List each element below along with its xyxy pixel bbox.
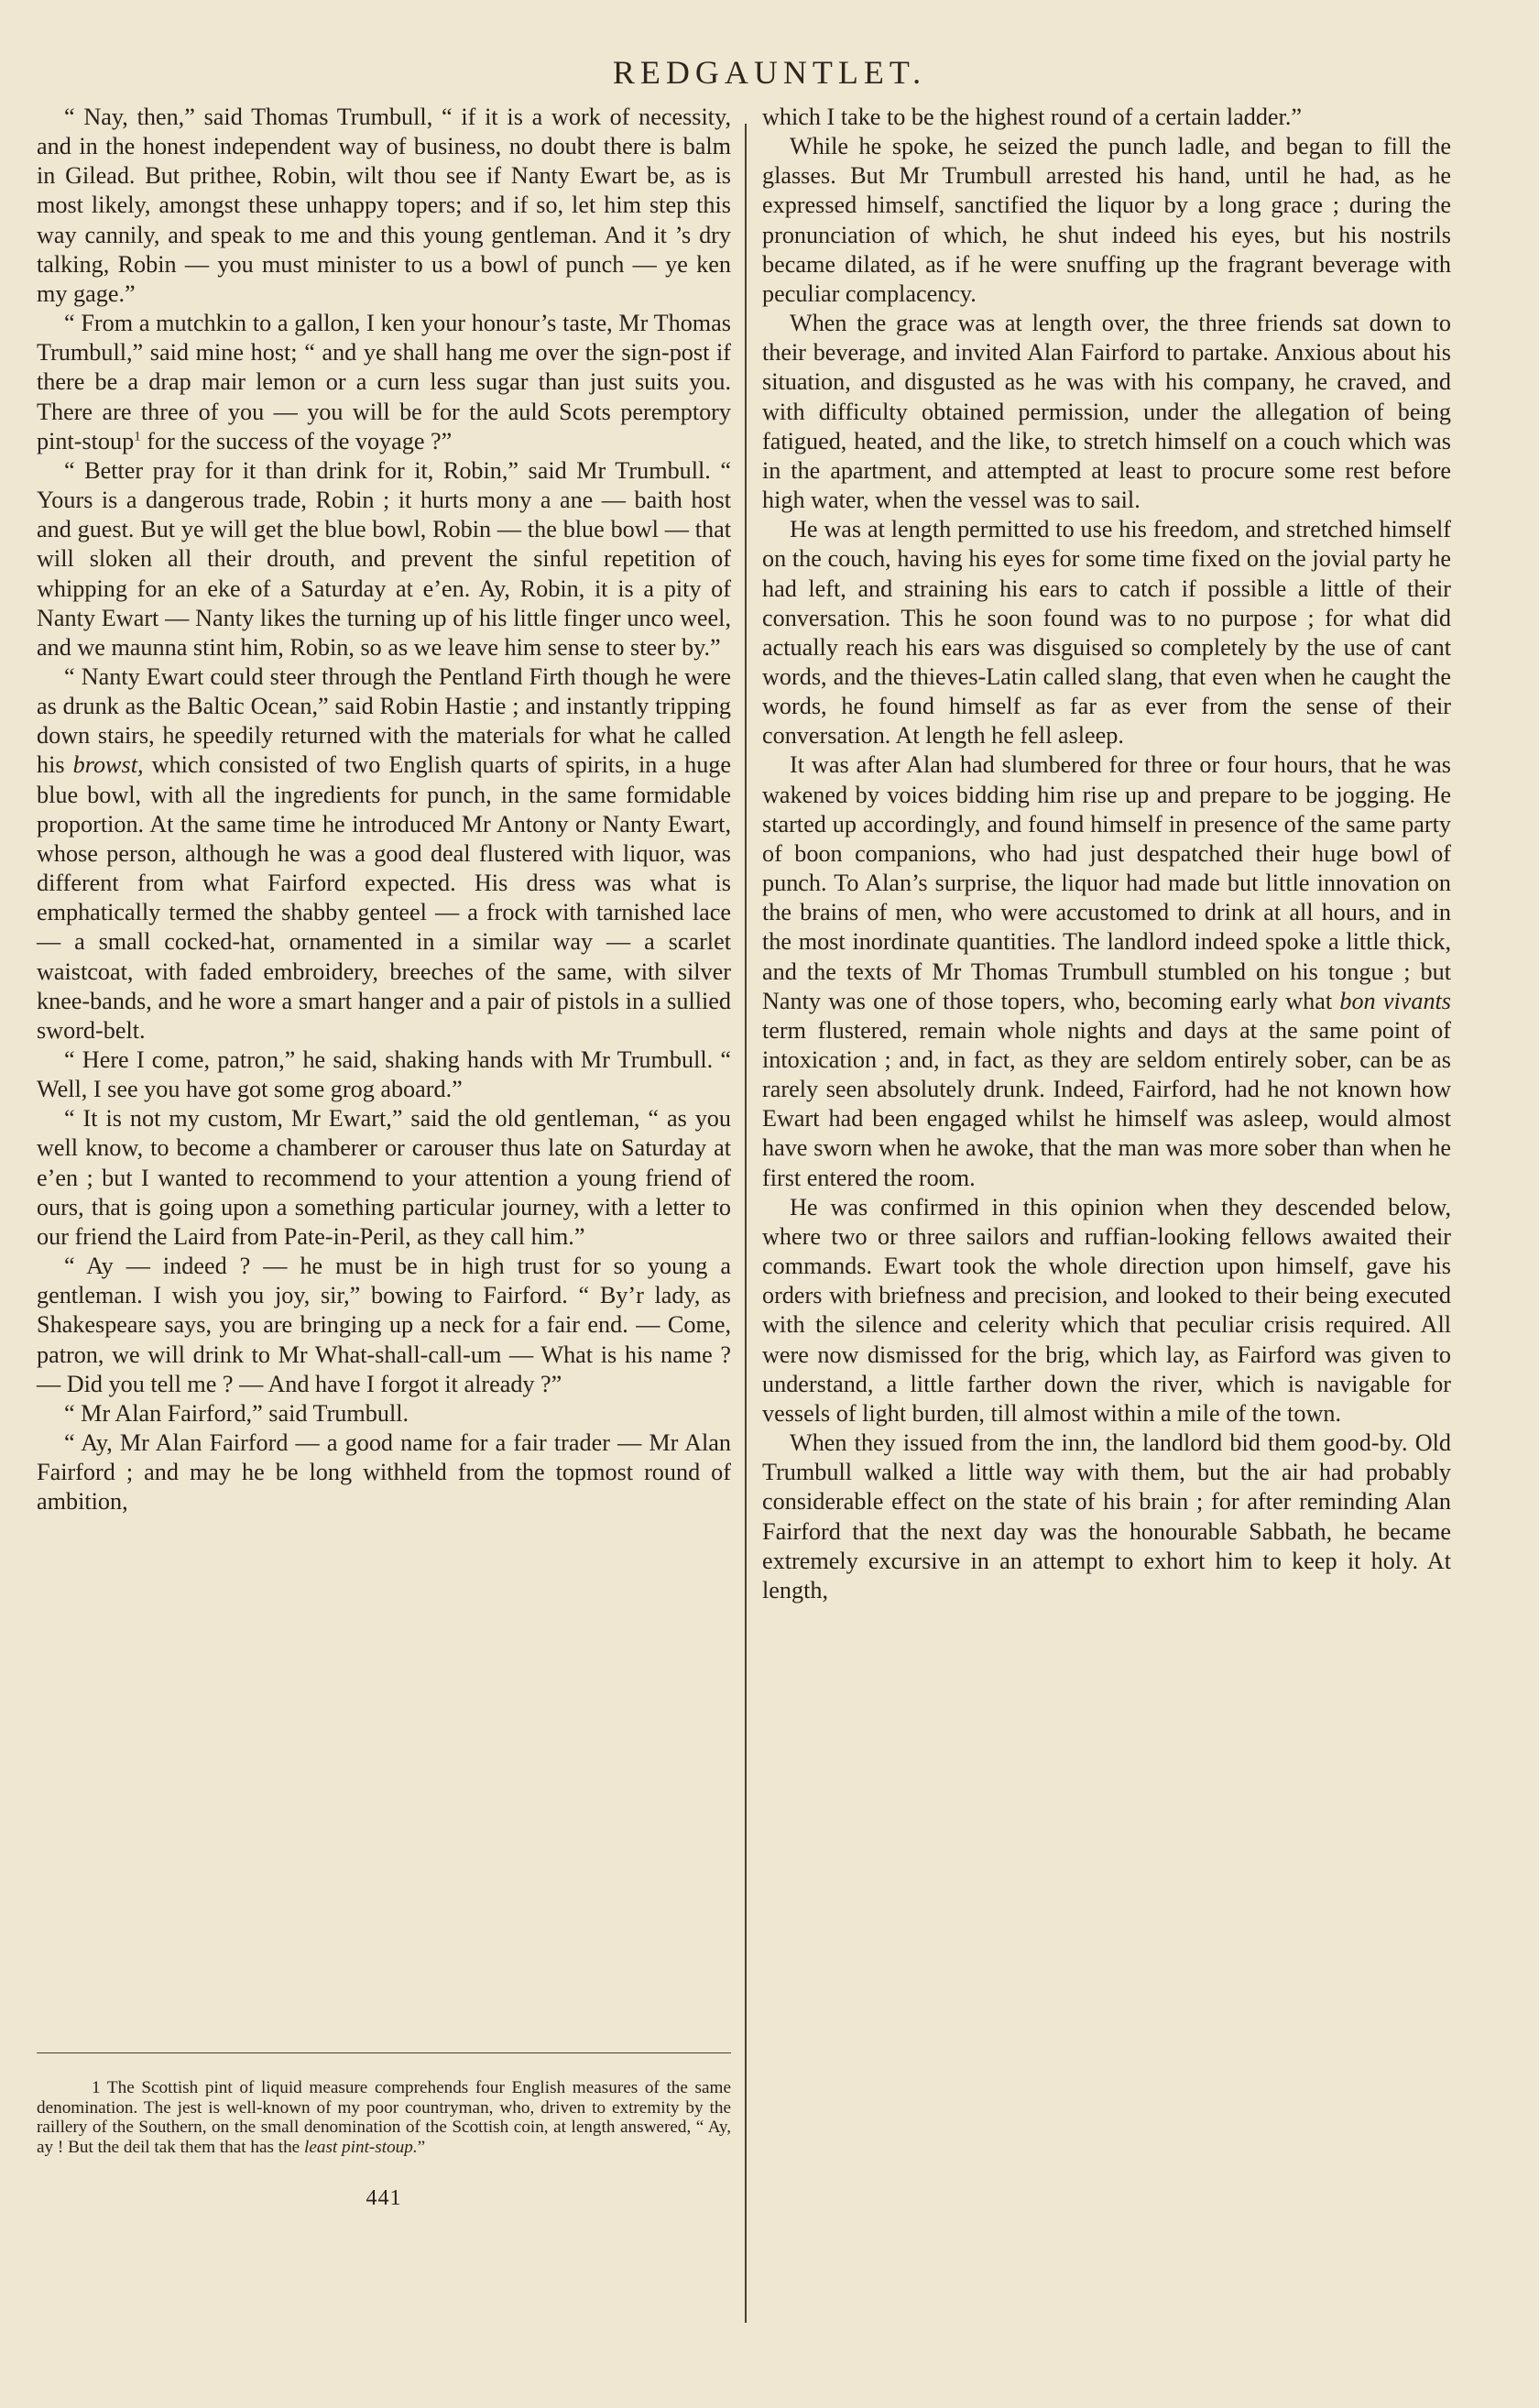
footnote-text: 1 The Scottish pint of liquid measure comprehends four English measures of the same denomination. The jest is well-known of my poor countryman, who, driven to extremity by the raillery of the Southern, on the small denomination of the Scottish coin, at length answered, “ Ay, ay ! But the deil tak them that has the (37, 2078, 731, 2157)
paragraph: which I take to be the highest round of a certain ladder.” (762, 104, 1303, 130)
paragraph: “ It is not my custom, Mr Ewart,” said the old gentleman, “ as you well know, to become a chamberer or carouser thus late on Saturday at e’en ; but I wanted to recommend to your attention a young friend of ours, that is going upon a something particular journey, with a letter to our friend the Laird from Pate-in-Peril, as they call him.” (37, 1105, 731, 1250)
paragraph: “ Here I come, patron,” he said, shaking hands with Mr Trumbull. “ Well, I see you have got some grog aboard.” (37, 1046, 731, 1103)
paragraph: He was at length permitted to use his freedom, and stretched himself on the couch, having his eyes for some time fixed on the jovial party he had left, and straining his ears to catch if possible a little of their conversation. This he soon found was to no purpose ; for what did actually reach his ears was disguised so completely by the use of cant words, and the thieves-Latin called slang, that even when he caught the words, he found himself as far as ever from the sense of their conversation. At length he fell asleep. (762, 516, 1451, 750)
paragraph: “ Nay, then,” said Thomas Trumbull, “ if it is a work of necessity, and in the honest independent way of business, no doubt there is balm in Gilead. But prithee, Robin, wilt thou see if Nanty Ewart be, as is most likely, amongst these unhappy topers; and if so, let him step this way cannily, and speak to me and this young gentleman. And it ’s dry talking, Robin — you must minister to us a bowl of punch — ye ken my gage.” (37, 104, 731, 307)
paragraph: “ Ay, Mr Alan Fairford — a good name for a fair trader — Mr Alan Fairford ; and may he be long withheld from the topmost round of ambition, (37, 1429, 731, 1516)
paragraph-text: “ From a mutchkin to a gallon, I ken your honour’s taste, Mr Thomas Trumbull,” said mine host; “ and ye shall hang me over the sign-post if there be a drap mair lemon or a curn less sugar than just suits you. There are three of you — you will be for the auld Scots peremptory pint-stoup (37, 310, 731, 454)
paragraph-text: It was after Alan had slumbered for three or four hours, that he was wakened by voices bidding him rise up and prepare to be jogging. He started up accordingly, and found himself in presence of the same party of boon companions, who had just despatched their huge bowl of punch. To Alan’s surprise, the liquor had made but little innovation on the brains of men, who were accustomed to drink at all hours, and in the most inordinate quantities. The landlord indeed spoke a little thick, and the texts of Mr Thomas Trumbull stumbled on his tongue ; but Nanty was one of those topers, who, becoming early what (762, 751, 1451, 1014)
paragraph-text: for the success of the voyage ?” (147, 427, 453, 454)
paragraph (37, 662, 731, 1045)
italic-phrase: bon vivants (1339, 987, 1452, 1014)
paragraph: He was confirmed in this opinion when they descended below, where two or three sailors and ruffian-looking fellows awaited their commands. Ewart took the whole direction upon himself, gave his orders with briefness and precision, and looked to their being executed with the silence and celerity which that peculiar crisis required. All were now dismissed for the brig, which lay, as Fairford was given to understand, a little farther down the river, which is navigable for vessels of light burden, till almost within a mile of the town. (762, 1193, 1451, 1427)
right-column (762, 103, 1451, 1605)
paragraph: “ Ay — indeed ? — he must be in high trust for so young a gentleman. I wish you joy, sir,” bowing to Fairford. “ By’r lady, as Shakespeare says, you are bringing up a neck for a fair end. — Come, patron, we will drink to Mr What-shall-call-um — What is his name ? — Did you tell me ? — And have I forgot it already ?” (37, 1253, 731, 1397)
paragraph (37, 309, 731, 456)
paragraph: “ Better pray for it than drink for it, Robin,” said Mr Trumbull. “ Yours is a dangerous trade, Robin ; it hurts mony a ane — baith host and guest. But ye will get the blue bowl, Robin — the blue bowl — that will sloken all their drouth, and prevent the sinful repetition of whipping for an eke of a Saturday at e’en. Ay, Robin, it is a pity of Nanty Ewart — Nanty likes the turning up of his little finger unco weel, and we maunna stint him, Robin, so as we leave him sense to steer by.” (37, 456, 731, 661)
page-number: 441 (366, 2186, 402, 2210)
footnote (37, 2078, 731, 2157)
running-header: REDGAUNTLET. (612, 54, 927, 91)
paragraph: When the grace was at length over, the three friends sat down to their beverage, and invited Alan Fairford to partake. Anxious about his situation, and disgusted as he was with his company, he craved, and with difficulty obtained permission, under the allegation of being fatigued, heated, and the like, to stretch himself on a couch which was in the apartment, and attempted at least to procure some rest before high water, when the vessel was to sail. (762, 310, 1451, 514)
italic-word: browst, (72, 751, 144, 779)
paragraph (762, 750, 1451, 1192)
italic-phrase: least pint-stoup. (304, 2137, 418, 2157)
footnote-mark: 1 (134, 428, 141, 443)
footnote-rule (37, 2052, 731, 2053)
paragraph-text: term flustered, remain whole nights and days at the same point of intoxication ; and, in fact, as they are seldom entirely sober, can be as rarely seen absolutely drunk. Indeed, Fairford, had he not known how Ewart had been engaged whilst he himself was asleep, would almost have sworn when he awoke, that the man was more sober than when he first entered the room. (762, 1016, 1451, 1191)
column-divider (745, 124, 747, 2323)
paragraph-text: which consisted of two English quarts of spirits, in a huge blue bowl, with all the ingredients for punch, in the same formidable proportion. At the same time he introduced Mr Antony or Nanty Ewart, whose person, although he was a good deal flustered with liquor, was different from what Fairford expected. His dress was what is emphatically termed the shabby genteel — a frock with tarnished lace — a small cocked-hat, ornamented in a similar way — a scarlet waistcoat, with faded embroidery, breeches of the same, with silver knee-bands, and he wore a smart hanger and a pair of pistols in a sullied sword-belt. (37, 751, 732, 1044)
paragraph: When they issued from the inn, the landlord bid them good-by. Old Trumbull walked a little way with them, but the air had probably considerable effect on the state of his brain ; for after reminding Alan Fairford that the next day was the honourable Sabbath, he became extremely excursive in an attempt to exhort him to keep it holy. At length, (762, 1429, 1451, 1604)
left-column (37, 103, 731, 1517)
paragraph-text: “ Nanty Ewart could steer through the Pentland Firth though he were as drunk as the Baltic Ocean,” said Robin Hastie ; and instantly tripping down stairs, he speedily returned with the materials for what he called his (37, 662, 731, 779)
paragraph: While he spoke, he seized the punch ladle, and began to fill the glasses. But Mr Trumbull arrested his hand, until he had, as he expressed himself, sanctified the liquor by a long grace ; during the pronunciation of which, he shut indeed his eyes, but his nostrils became dilated, as if he were snuffing up the fragrant beverage with peculiar complacency. (762, 133, 1451, 307)
footnote-paragraph: 1 The Scottish pint of liquid measure comprehends four English measures of the same denomination. The jest is well-known of my poor countryman, who, driven to extremity by the raillery of the Southern, on the small denomination of the Scottish coin, at length answered, “ Ay, ay ! But the deil tak them that has the least pint-stoup.” (37, 2078, 731, 2157)
paragraph: “ Mr Alan Fairford,” said Trumbull. (64, 1399, 409, 1427)
